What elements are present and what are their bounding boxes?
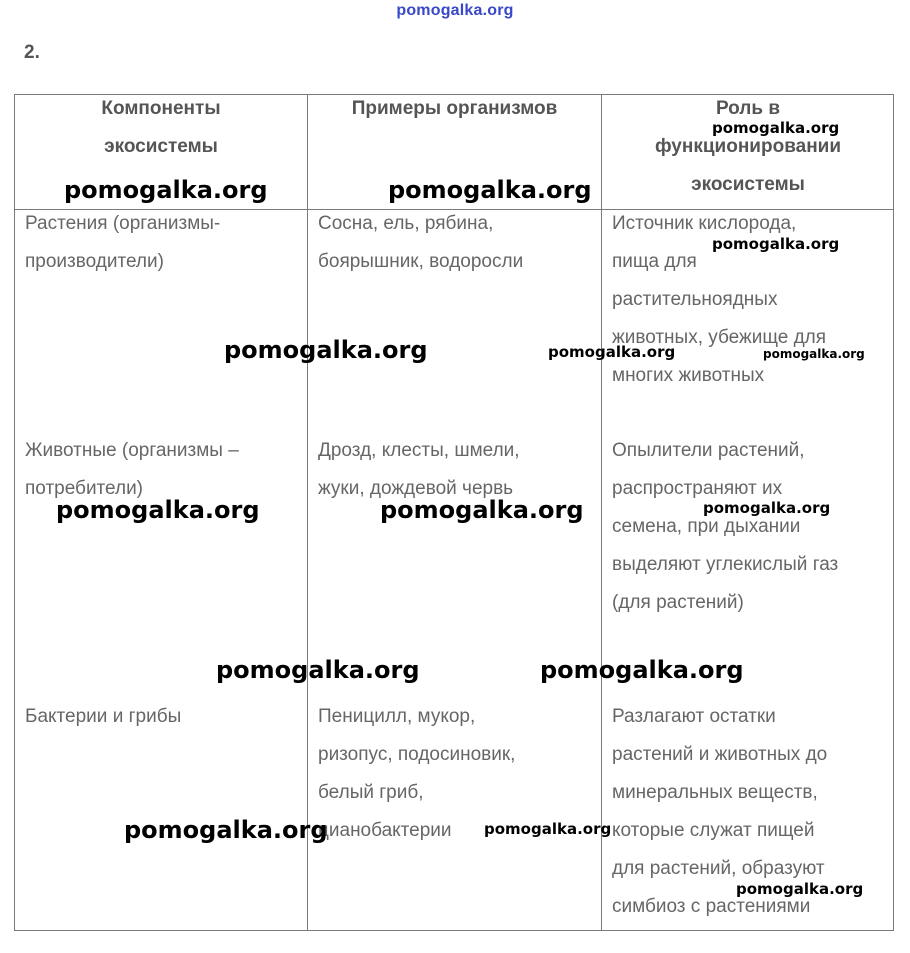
row-decomposers-examples: Пеницилл, мукор, ризопус, подосиновик, белый гриб, цианобактерии — [318, 706, 516, 841]
watermark: pomogalka.org — [388, 176, 592, 204]
row-decomposers-role: Разлагают остатки растений и животных до минеральных веществ, которые служат пищей для растений, образуют симбиоз с растениями — [612, 706, 828, 917]
row-plants-role: Источник кислорода, пища для растительноядных животных, убежище для многих животных — [612, 213, 827, 386]
column-divider — [601, 95, 602, 930]
row-animals-examples: Дрозд, клесты, шмели, жуки, дождевой червь — [318, 440, 520, 499]
header-role: Роль в функционировании экосистемы — [654, 98, 842, 195]
watermark: pomogalka.org — [216, 656, 420, 684]
column-divider — [307, 95, 308, 930]
row-decomposers-component: Бактерии и грибы — [25, 706, 182, 727]
row-animals-role: Опылители растений, распространяют их семена, при дыхании выделяют углекислый газ (для растений) — [612, 440, 839, 613]
header-examples: Примеры организмов — [351, 98, 558, 119]
watermark: pomogalka.org — [540, 656, 744, 684]
watermark: pomogalka.org — [64, 176, 268, 204]
watermark: pomogalka.org — [736, 880, 864, 898]
watermark: pomogalka.org — [484, 820, 612, 838]
row-animals-component: Животные (организмы – потребители) — [25, 440, 239, 499]
watermark: pomogalka.org — [712, 235, 840, 253]
watermark: pomogalka.org — [763, 347, 865, 361]
header-components: Компоненты экосистемы — [101, 98, 221, 157]
watermark: pomogalka.org — [548, 343, 676, 361]
watermark: pomogalka.org — [712, 119, 840, 137]
watermark: pomogalka.org — [224, 336, 428, 364]
watermark: pomogalka.org — [380, 496, 584, 524]
watermark: pomogalka.org — [124, 816, 328, 844]
watermark: pomogalka.org — [703, 499, 831, 517]
row-plants-examples: Сосна, ель, рябина, боярышник, водоросли — [318, 213, 524, 272]
task-number: 2. — [24, 42, 40, 63]
watermark: pomogalka.org — [56, 496, 260, 524]
row-plants-component: Растения (организмы- производители) — [25, 213, 221, 272]
site-watermark-header: pomogalka.org — [396, 2, 514, 19]
